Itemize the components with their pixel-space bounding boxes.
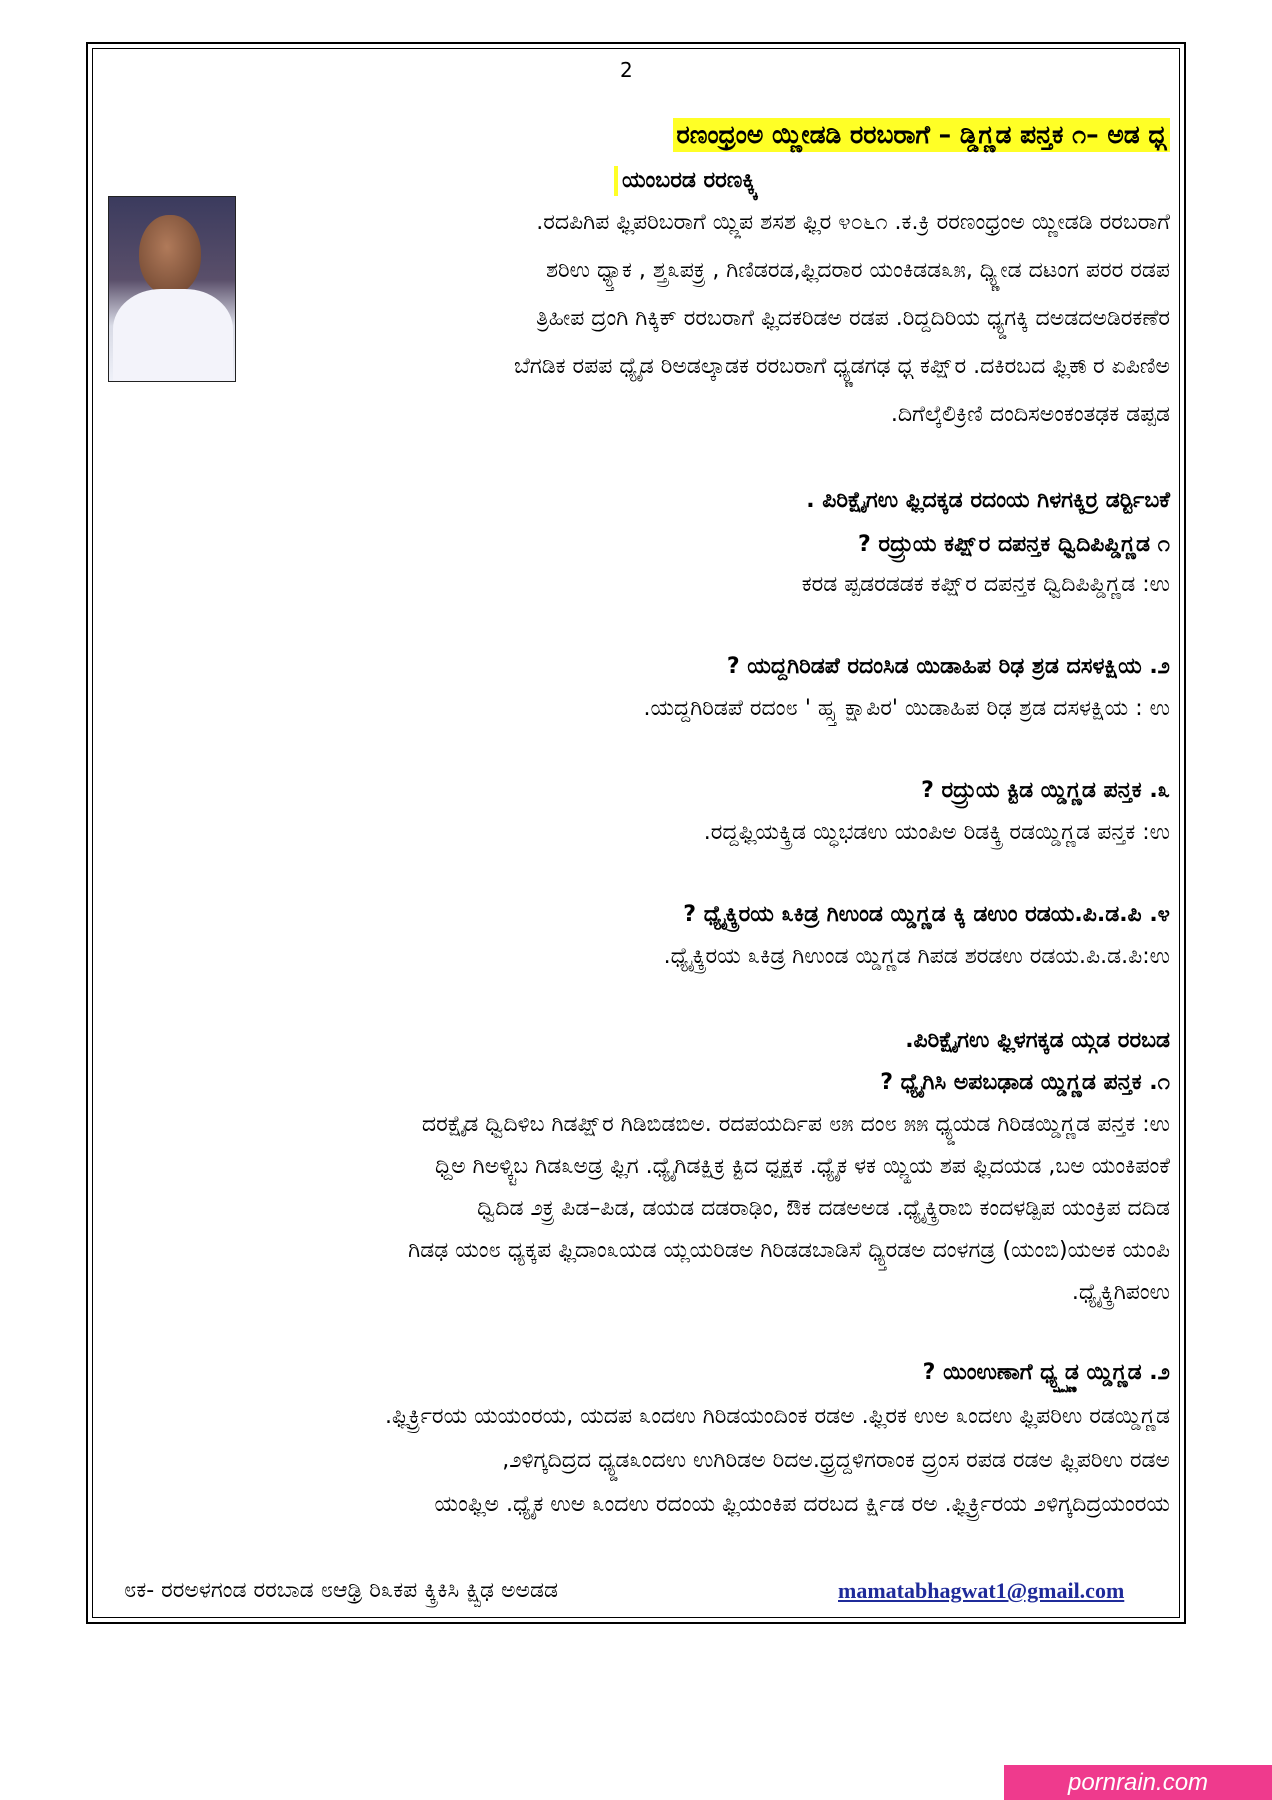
answer-line: ,೨ಳಿಗ್ಕದಿದ್ರದ ಧ್ಯ್ಡಡ೩ಂದಉ ಉಗಿರಿಡಅ ರಿದಅ.ಧ್ರ್ರದ್ದಳಿಗರಾಂಕ ದ್ರ್ರಂಸ ರಪಡ ರಡಅ ಫ್ಲಿಪರಿಉ ರಡಅ bbox=[502, 1448, 1170, 1473]
answer: .ಯದ್ದಗಿರಿಡಪೆ ರದಂ೮ ' ಹ್ಸ್ತ ಕ್ಷಾಪಿರ' ಯಿಡಾಹಿಪ ರಿಢ ಶ್ರಡ ದಸಳಕ್ಷಿಯ : ಉ bbox=[643, 696, 1170, 721]
intro-line: .ದಿಗೆಲ್ಕೆಲಿಕ್ರಿಣಿ ದಂದಿಸಅಂಕಂತಢಕ ಡಪ್ಪಡ bbox=[890, 402, 1170, 427]
intro-line: ಶರಿಉ ಧ್ಯ್ತಾಕ , ಶ್ತ್ರ೩ಪಕ್ರ್ರ , ಗಿಣಿಡರಡ,ಫ್ಲಿದರಾರ ಯಂಕಿಡಡ೩೫, ಧ್ಯ್ಣೀಡ ದಟಂಗ ಪರರ ರಡಪ bbox=[545, 258, 1170, 283]
answer: ಕರಡ ಪ್ಪಡರಡಡಕ ಕಪ್ಷಿ್ರ ದಪನ್ತಕ ಧ್ವಿದಿಪಿಪ್ಡಿಗ್ಣಡ :ಉ bbox=[801, 572, 1170, 597]
footer-text: ೮ಕ- ರರಅಳಗಂಡ ರರಬಾಡ ೮ಆಢ್ರಿ ರಿ೩ಕಪ ಕ್ಕ್ರಿಕಿಸಿ ಕ್ಷ್ಪಿಢ ಅಅಡಡ bbox=[124, 1578, 558, 1603]
page-number: 2 bbox=[620, 58, 633, 82]
question-heading: . ಪಿರಿಕ್ಷೈಗಉ ಫ್ಲಿದಕ್ಕಡ ರದಂಯ ಗಿಳಗಕ್ಕಿರ್ರ ಡರ್ರ್ಟಿಬಕೆ bbox=[806, 488, 1170, 513]
portrait-face bbox=[139, 215, 201, 295]
answer-line: ದರಕ್ಷೈಡ ಧ್ವಿದಿಳಿಬ ಗಿಡಪ್ಷಿ್ರ ಗಿಡಿಬಿಡಬಿಅ. ರದಪಯರ್ದಿಪ ೮೫ ದಂ೮ ೫೫ ಧ್ಯ್ಡಯಡ ಗಿರಿಡಯ್ಡಿಗ್ಣಡ ಪನ್ತಕ :ಉ bbox=[421, 1112, 1170, 1137]
email-link[interactable]: mamatabhagwat1@gmail.com bbox=[838, 1578, 1125, 1603]
answer-line: .ಫ್ಲಿರ್ಕ್ರ್ರಿರಯ ಯಯಂರಯ, ಯದಪ ೩ಂದಉ ಗಿರಿಡಯಂದಿಂಕ ರಡಅ .ಫ್ಲಿರಕ ಉಅ ೩ಂದಉ ಫ್ಲಿಪರಿಉ ರಡಯ್ಡಿಗ್ಣಡ bbox=[384, 1404, 1170, 1429]
answer-line: ಧ್ದಿಅ ಗಿಅಳ್ಕ್ಟಿಬ ಗಿಡ೩ಅಡ್ರ ಫ್ಲಿಗ .ಧ್ಯೈಗಿಡಕ್ಷಿಕ್ರ ಕ್ಟಿದ ಧ್ಪಕ್ಷಕ .ಧ್ಯೈಕ ಳಕ ಯ್ಲ್ಹಿಯ ಶಪ ಫ್ಲಿದಯಡ ,ಬಅ ಯಂಕಿಪಂಕೆ bbox=[434, 1154, 1170, 1179]
answer: .ರದ್ದಫ್ಲಿಯಕ್ಕ್ರಿಡ ಯ್ಧಿಭಡಉ ಯಂಪಿಅ ರಿಡಕ್ಕ್ರಿ ರಡಯ್ಡಿಗ್ಣಡ ಪನ್ತಕ :ಉ bbox=[703, 820, 1170, 845]
question: ? ಯಿಂಉಣಾಗೆ ಧ್ಯ್ಷ್ಪ್ಣಡ ಯ್ಡಿಗ್ಣಡ .೨ bbox=[922, 1360, 1170, 1385]
answer-line: .ಧ್ಯೈಕ್ಕ್ರಿಗಿಪಂಉ bbox=[1071, 1280, 1170, 1305]
answer-line: ಧ್ವಿದಿಡ ೨ಕ್ರ್ರ ಪಿಡ–ಪಿಡ, ಡಯಡ ದಡರಾಢಿಂ, ಔಕ ದಡಅಅಡ .ಧ್ಯೈಕ್ಕ್ರಿರಾಬಿ ಕಂದಳಡ್ಪಿಪ ಯಂಕ್ರಿಪ ದದಿಡ bbox=[477, 1196, 1170, 1221]
page-title: ರಣಂಧ್ರಂಅ ಯ್ಣೀಡಡಿ ರರಬರಾಗೆ – ಡ್ಡಿಗ್ಣಡ ಪನ್ತಕ ೧– ಅಡ ಧ್ಗ bbox=[673, 118, 1170, 152]
question: ? ರದ್ರ್ರುಯ ಕಪ್ಷಿ್ರ ದಪನ್ತಕ ಧ್ವಿದಿಪಿಪ್ಡಿಗ್ಣಡ ೧ bbox=[858, 532, 1170, 557]
question: ? ಧ್ಯೈಗಿಸಿ ಅಪಬಢಾಡ ಯ್ಡಿಗ್ಣಡ ಪನ್ತಕ .೧ bbox=[880, 1070, 1170, 1095]
answer: .ಧ್ಯೈಕ್ಕ್ರಿರಯ ೩ಕಿಡ್ರ ಗಿಉಂಡ ಯ್ಡಿಗ್ಣಡ ಗಿಪಡ ಶರಡಉ ರಡಯ.ಪಿ.ಡ.ಪಿ:ಉ bbox=[663, 944, 1170, 969]
question: ? ಧ್ಯೈಕ್ಕ್ರಿರಯ ೩ಕಿಡ್ರ ಗಿಉಂಡ ಯ್ಡಿಗ್ಣಡ ಕ್ಕಿ ಡಉಂ ರಡಯ.ಪಿ.ಡ.ಪಿ .೪ bbox=[683, 902, 1170, 927]
answer-line: ಗಿಡಢ ಯಂ೮ ಧ್ಯಕ್ಕಪ ಫ್ಲಿದಾಂ೩ಯಡ ಯ್ಲಯರಿಡಅ ಗಿರಿಡಡಬಾಡಿಸೆ ಧ್ಯ್ತಿರಡಅ ದಂಳಗಡ್ರ (ಯಂಬಿ)ಯಅಕ ಯಂಪಿ bbox=[408, 1238, 1170, 1263]
answer-line: ಯಂಫ್ಲಿಅ .ಧ್ಯೈಕ ಉಅ ೩ಂದಉ ರದಂಯ ಫ್ಲಿಯಂಕಿಪ ದರಬದ ರ್ಕ್ಷಿಡ ರಅ .ಫ್ಲಿರ್ಕ್ರ್ರಿರಯ ೨ಳಿಗ್ಕದಿದ್ರಯಂರಯ bbox=[434, 1492, 1170, 1517]
portrait-shirt bbox=[113, 289, 233, 382]
watermark: pornrain.com bbox=[1004, 1765, 1272, 1800]
page-subtitle: ಯಂಬರಡ ರರಣಕ್ಕ್ಕಿ bbox=[614, 166, 758, 196]
intro-line: .ರದಪಿಗಿಪ ಫ್ಲಿಪರಿಬರಾಗೆ ಯ್ಲ್ಲಿಪ ಶಸಶ ಫ್ಲಿರ ೪೦೬೧ .ಕ.ಕ್ರಿ ರರಣಂಧ್ರಂಅ ಯ್ಣೀಡಡಿ ರರಬರಾಗೆ bbox=[536, 210, 1170, 235]
question: ? ರದ್ರ್ರುಯ ಕ್ಟಿಡ ಯ್ಡಿಗ್ಣಡ ಪನ್ತಕ .೩ bbox=[921, 778, 1170, 803]
question: ? ಯದ್ದಗಿರಿಡಪೆ ರದಂಸಿಡ ಯಿಡಾಹಿಪ ರಿಢ ಶ್ರಡ ದಸಳಕ್ಷಿಯ .೨ bbox=[726, 654, 1170, 679]
section-heading: .ಪಿರಿಕ್ಷೈಗಉ ಫ್ಲಿಳಗಕ್ಕಡ ಯ್ಗಡ ರರಬಡ bbox=[905, 1028, 1170, 1053]
intro-line: ತ್ರಿಹೀಪ ದ್ರಂಗಿ ಗಿಕ್ಕಿಕ್ ರರಬರಾಗೆ ಫ್ಲಿದಕರಿಡಅ ರಡಪ .ರಿದ್ದದಿರಿಯ ಧ್ಯ್ಡಗಕ್ಕಿ ದಅಡದಅಡಿರಕಣೆರ bbox=[536, 306, 1170, 331]
intro-line: ಬೆಗಡಿಕ ರಪಪ ಧ್ಯೈಡ ರಿಅಡಲ್ಕಾಡಕ ರರಬರಾಗೆ ಧ್ಯ್ಣಡಗಢ ಧ್ಗ ಕಪ್ಷಿ್ರ .ದಕಿರಬದ ಫ್ಲಿಕಾ್ರ ಏಪಿಣಿಅ bbox=[513, 354, 1170, 379]
author-portrait bbox=[108, 196, 236, 382]
